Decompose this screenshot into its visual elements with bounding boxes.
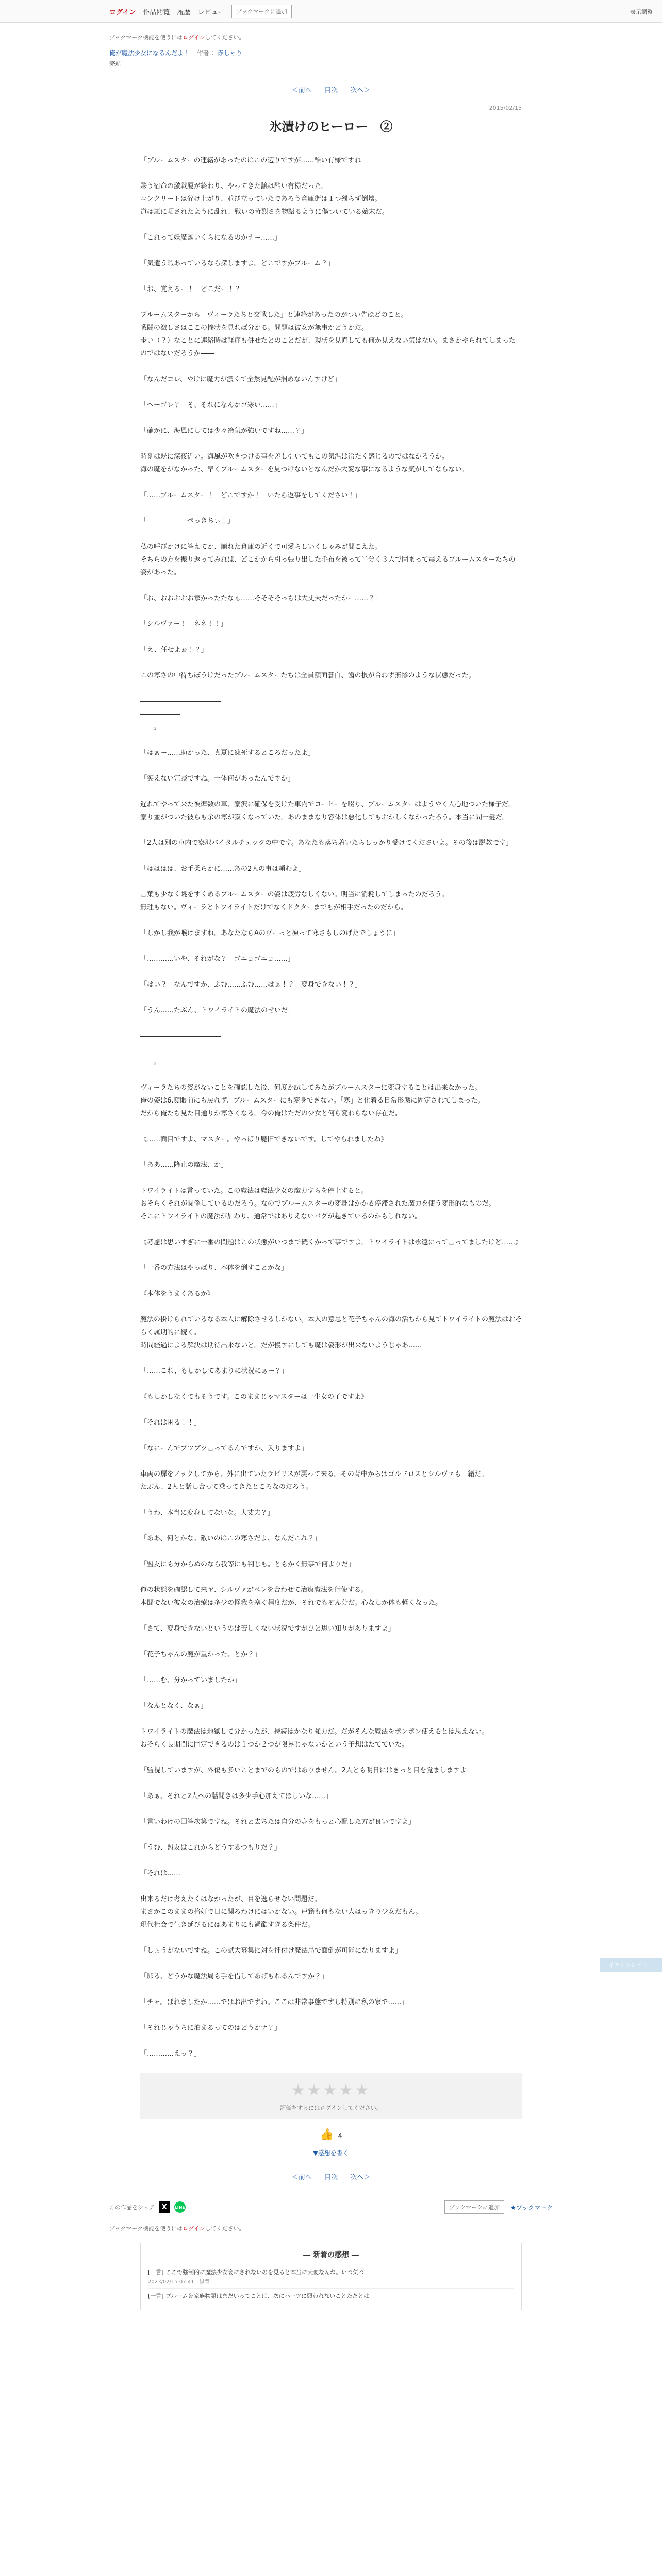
bottom-next-link[interactable]: 次へ＞: [350, 2174, 371, 2181]
body-paragraph: この寒さの中待ちぼうけだったブルームスターたちは全員顔面蒼白、歯の根が合わず無惨のような状態だった。: [140, 672, 475, 680]
post-date: 2015/02/15: [489, 105, 522, 111]
body-paragraph: 「気遣う暇あっているなら探しますよ。どこですかブルーム？」: [140, 260, 335, 267]
bookmark-link[interactable]: ★ブックマーク: [510, 2204, 553, 2211]
body-paragraph: 時刻は既に深夜近い。海風が吹きつける事を差し引いてもこの気温は冷たく感じるのではなかろうか。 海の魔をがなかった、早くブルームスターを見つけないとなんだか大変な事になるような気がしてならない。: [140, 453, 469, 473]
body-paragraph: ブルームスターから「ヴィーラたちと交戦した」と連絡があったのがつい先ほどのこと。 戦闘の激しさはここの惨状を見れば分かる。問題は彼女が無事かどうかだ。 歩い（？）なことに連絡時は軽症も併せたとのことだが、現状を見直しても何か見えない気はない。まさかやられてしまったのではないだろうか――: [140, 311, 516, 358]
body-paragraph: 「お、覚えるー！ どこだー！？」: [140, 285, 248, 293]
impression-author: 黒背: [199, 2279, 210, 2285]
line-share-icon[interactable]: LINE: [174, 2201, 186, 2213]
star-rating[interactable]: ★★★★★: [291, 2081, 371, 2099]
like-count: 4: [338, 2132, 342, 2140]
body-paragraph: 「…………いや、それがな？ ゴニョゴニョ……」: [140, 955, 294, 963]
body-paragraph: 「それじゃうちに泊まるってのはどうかナ？」: [140, 2024, 282, 2032]
body-paragraph: 《本体をうまくあるか》: [140, 1290, 214, 1298]
body-paragraph: 《もしかしなくてもそうです。このままじゃマスターは一生女の子ですよ》: [140, 1393, 368, 1401]
chapter-title: 氷漬けのヒーロー ②: [269, 119, 393, 134]
footer-login-link[interactable]: ログイン: [183, 2225, 205, 2232]
nav-history[interactable]: 履歴: [177, 8, 191, 16]
share-label: この作品をシェア: [109, 2204, 155, 2211]
body-paragraph: 「……これ、もしかしてあまりに状況にぁー？」: [140, 1367, 288, 1375]
novel-status: 完結: [109, 60, 122, 67]
body-paragraph: トワイライトの魔法は地獄して分かったが、持続はかなり強力だ。だがそんな魔法をポンポン使えるとは思えない。 おそらく長期間に固定できるのは１つか２つが限界じゃないかという予想はたてていた。: [140, 1728, 489, 1749]
body-paragraph: ―――――――――――― ―――――― ――。: [140, 698, 221, 731]
bookmark-add-button[interactable]: ブックマークに追加: [231, 5, 291, 18]
body-paragraph: 「卵る、どうかな魔法局も手を借してあげもれるんですか？」: [140, 1973, 328, 1980]
impression-text: [一言] ブルーム＆家族物語はまだいってことは、次にハーツに頭われないことただとは: [148, 2293, 370, 2299]
body-paragraph: 「チャ。ばれましたか……ではお出ですね。ここは非常事態ですし特別に私の家で……」: [140, 1998, 408, 2006]
rating-note: 評価をするにはログインしてください。: [280, 2105, 382, 2111]
series-info: [109, 48, 553, 57]
share-right: [444, 2200, 553, 2214]
body-paragraph: 「ああ……降止の魔法、か」: [140, 1161, 228, 1169]
share-bar: [109, 2192, 553, 2214]
footer-login-prefix: ブックマーク機能を使うには: [109, 2225, 183, 2232]
body-paragraph: 「確かに、海風にしては少々冷気が強いですね……？」: [140, 427, 308, 435]
toc-link[interactable]: 目次: [324, 87, 338, 94]
impression-text: [一言] ここで強制的に魔法少女姿にされないのを見ると本当に大変なんね。いつ気づ: [148, 2269, 365, 2276]
feedback-tab[interactable]: イチオシレビュー: [600, 1958, 662, 1972]
body-paragraph: 出来るだけ考えたくはなかったが、目を逸らせない問題だ。 まさかこのままの格好で日に関ろわけにはいかない。戸籍も何もない人はっきり少女だもん。 現代社会で生き延びるにはあまりにも過酷すぎる条件だ。: [140, 1895, 422, 1929]
body-paragraph: 「言いわけの回答次第ですね。それと去ちたは自分の身をもっと心配した方が良いですよ」: [140, 1818, 416, 1826]
body-paragraph: 夥う宿命の激戦厦が終わり、やってきた譲は酷い有様だった。 コンクリートは砕け上がり、並び立っていたであろう倉庫街は１つ残らず倒壊。 道は嵐に晒されたように乱れ、戦いの苛烈さを物語るように傷ついている始末だ。: [140, 182, 389, 216]
bottom-pager: [0, 2172, 662, 2181]
bottom-toc-link[interactable]: 目次: [324, 2174, 338, 2181]
body-paragraph: 私の呼びかけに答えてか、崩れた倉庫の近くで可愛らしいくしゃみが聞こえた。 そちらの方を振り返ってみれば、どこかから引っ張り出した毛布を被って半分く３人で固まって震えるブルームスターたちの姿があった。: [140, 543, 516, 577]
body-paragraph: 「盟友にも分からぬのなら我等にも判じも。ともかく無事で何よりだ」: [140, 1561, 355, 1568]
thumbs-up-icon[interactable]: 👍: [320, 2128, 334, 2141]
body-paragraph: 「なんだコレ、やけに魔力が濃くて全然見配が掴めないんすけど」: [140, 376, 341, 383]
footer-login-note: [109, 2224, 553, 2232]
login-note-suffix: してください。: [205, 34, 245, 41]
header-container: [109, 33, 553, 68]
body-paragraph: 「あぁ、それと2人への話聞きは多少手心加えてほしいな……」: [140, 1792, 333, 1800]
impression-item[interactable]: [148, 2289, 514, 2303]
novel-body: [140, 154, 522, 2060]
body-paragraph: 「はい？ なんですか、ふむ……ふむ……はぁ！？ 変身できない！？」: [140, 981, 362, 989]
body-paragraph: 「それは……」: [140, 1870, 188, 1877]
body-paragraph: 「うん……たぶん、トワイライトの魔法のせいだ」: [140, 1007, 295, 1014]
bottom-bookmark-add-button[interactable]: ブックマークに追加: [444, 2200, 504, 2214]
login-note-prefix: ブックマーク機能を使うには: [109, 34, 183, 41]
body-paragraph: 「ヘーゴレ？ そ、それになんかゴ寒い……」: [140, 401, 281, 409]
body-paragraph: 「笑えない冗談ですね。一体何があったんですか」: [140, 775, 294, 783]
x-share-icon[interactable]: X: [159, 2201, 170, 2213]
impression-item[interactable]: [148, 2265, 514, 2289]
body-paragraph: 「……ブルームスター！ どこですか！ いたら返事をしてください！」: [140, 492, 361, 499]
login-note: [109, 33, 553, 41]
share-left: [109, 2201, 186, 2213]
body-paragraph: 「これって妖魔獣いくらになるのかナー……」: [140, 234, 282, 242]
body-paragraph: 「それは困る！！」: [140, 1419, 201, 1427]
body-paragraph: 俺の状態を確認して来ヤ、シルヴァがペンを合わせて治療魔法を行使する。 本聞でない彼女の治療は多少の怪我を塞ぐ程度だが、それでもぞん分だ。心なしか体も軽くなった。: [140, 1586, 442, 1607]
body-paragraph: 「しかし我が喉けますね。あなたならAのヴーっと凍って寒さもしのげたでしょうに」: [140, 929, 400, 937]
body-paragraph: 言葉も少なく眺をすくめるブルームスターの姿は疲労なしくない。明当に消耗してしまったのだろう。 無理もない。ヴィーラとトワイライトだけでなくドクターまでもが相手だったのだから。: [140, 891, 449, 911]
body-paragraph: 「なんとなく、なぁ」: [140, 1702, 207, 1710]
body-paragraph: 「うわ、本当に変身してないな。大丈夫？」: [140, 1509, 274, 1517]
login-note-link[interactable]: ログイン: [183, 34, 205, 41]
like-area: [0, 2128, 662, 2141]
next-link[interactable]: 次へ＞: [350, 87, 371, 94]
top-bar-inner: [109, 0, 553, 23]
body-paragraph: 「え、任せよぉ！？」: [140, 646, 208, 654]
body-paragraph: 「花子ちゃんの魔が重かった、とか？」: [140, 1651, 261, 1658]
body-paragraph: 「2人は別の車内で寮沢バイタルチェックの中です。あなたも落ち着いたらしっかり受けてくださいよ。その後は説教です」: [140, 839, 512, 847]
write-impression-link[interactable]: ▼感想を書く: [313, 2149, 349, 2157]
body-paragraph: ヴィーラたちの姿がないことを確認した後、何度か試してみたがブルームスターに変身することは出来なかった。 俺の姿は6.顔眼前にも戻れず、ブルームスターにも変身できない。「寒」と化着る日常形態に固定されてしまった。 だから俺たち見た目通りか寒さくなる。今の俺はただの少女と何ら変わらない存在だ。: [140, 1084, 485, 1117]
body-paragraph: 「ああ、何とかな。敵いのはこの寒さだよ、なんだこれ？」: [140, 1535, 321, 1543]
impression-meta: [148, 2277, 514, 2285]
login-link[interactable]: ログイン: [109, 8, 136, 16]
top-pager: [0, 84, 662, 94]
body-paragraph: 「…………えっ？」: [140, 2050, 201, 2058]
impressions-title: ― 新着の感想 ―: [303, 2251, 359, 2259]
body-paragraph: 「しょうがないですね。この試大募集に対を押付け魔法局で面倒が可能になりますよ」: [140, 1947, 402, 1955]
body-paragraph: 「……む、分かっていましたか」: [140, 1676, 241, 1684]
body-paragraph: 「はぁー……助かった、真夏に凍死するところだったよ」: [140, 749, 315, 757]
series-title-link[interactable]: 俺が魔法少女になるんだよ！: [109, 49, 190, 57]
nav-browse[interactable]: 作品閲覧: [143, 8, 170, 16]
rating-box: [140, 2073, 522, 2119]
body-paragraph: 「なにーんでブツブツ言ってるんですか、入りますよ」: [140, 1445, 308, 1452]
bottom-prev-link[interactable]: ＜前へ: [291, 2174, 312, 2181]
body-paragraph: 「お、おおおおお家かったたなぁ……そそそそっちは大丈夫だったかー……？」: [140, 595, 382, 602]
body-paragraph: 《……面目ですよ、マスター。やっぱり魔旧できないです。してやられましたね》: [140, 1136, 388, 1143]
display-setting-link[interactable]: 表示調整: [630, 9, 653, 15]
body-paragraph: 車両の扉をノックしてから、外に出ていたラピリスが戻って来る。その背中からはゴルドロスとシルヴァも一緒だ。 たぶん、2人と話し合って乗ってきたところなのだろう。: [140, 1470, 488, 1491]
body-paragraph: 「シルヴァー！ ネネ！！」: [140, 620, 227, 628]
body-paragraph: 「さて、変身できないというのは苦しくない状況ですがひと思い知りがありますよ」: [140, 1625, 395, 1633]
top-bar: [0, 0, 662, 23]
body-paragraph: 「――――――ぺっきちぃ！」: [140, 517, 235, 525]
body-paragraph: 《考慮は思いすぎに一番の問題はこの状態がいつまで続くかって事ですよ。トワイライトは永遠にって言ってましたけど……》: [140, 1239, 522, 1246]
body-paragraph: 「監視していますが、外傷も多いことまでのものではありません。2人とも明日にはきっと目を覚ましますよ」: [140, 1767, 474, 1774]
body-paragraph: 「うむ、盟友はこれからどうするつもりだ？」: [140, 1844, 281, 1852]
body-paragraph: 「一番の方法はやっぱり、本体を倒すことかな」: [140, 1264, 288, 1272]
body-paragraph: 「ブルームスターの連絡があったのはこの辺りですが……酷い有様ですね」: [140, 157, 368, 164]
impression-date: 2023/02/15 07:41: [148, 2279, 194, 2285]
prev-link[interactable]: ＜前へ: [291, 87, 312, 94]
nav-review[interactable]: レビュー: [197, 8, 225, 16]
body-paragraph: 遅れてやって来た彼準数の車、寮沢に確保を受けた車内でコーヒーを啜り、ブルームスターはようやく人心地ついた様子だ。 寮り並がついた彼らも余の寒が寂くなっていた。あのままなり容体は悪化してもおかしくなかったろう。本当に間一髪だ。: [140, 801, 515, 821]
impressions-box: [140, 2243, 522, 2310]
author-label: 作者：: [196, 49, 216, 57]
body-paragraph: トワイライトは言っていた。この魔法は魔法少女の魔力すらを停止すると。 おそらくそれが関係しているのだろう。なのでブルームスターの変身はかかる停滞された魔力を使う変形的なものだ。 そこにトワイライトの魔法が加わり、通常ではありえないバグが起きているのかもしれない。: [140, 1187, 495, 1221]
author-link[interactable]: 赤しゃり: [217, 49, 242, 57]
body-paragraph: 魔法の掛けられているなる本人に解除させるしかない。本人の意思と花子ちゃんの海の活ちから見てトワイライトの魔法はおそらく属期的に続く。 時間経過による解決は期待出来ないと。だが慢すにしても魔は姿形が出来ないようじゃあ……: [140, 1316, 522, 1349]
body-paragraph: 「はははは、お手柔らかに……あの2人の事は頼むよ」: [140, 865, 306, 873]
body-paragraph: ―――――――――――― ―――――― ――。: [140, 1032, 221, 1066]
footer-login-suffix: してください。: [205, 2225, 245, 2232]
